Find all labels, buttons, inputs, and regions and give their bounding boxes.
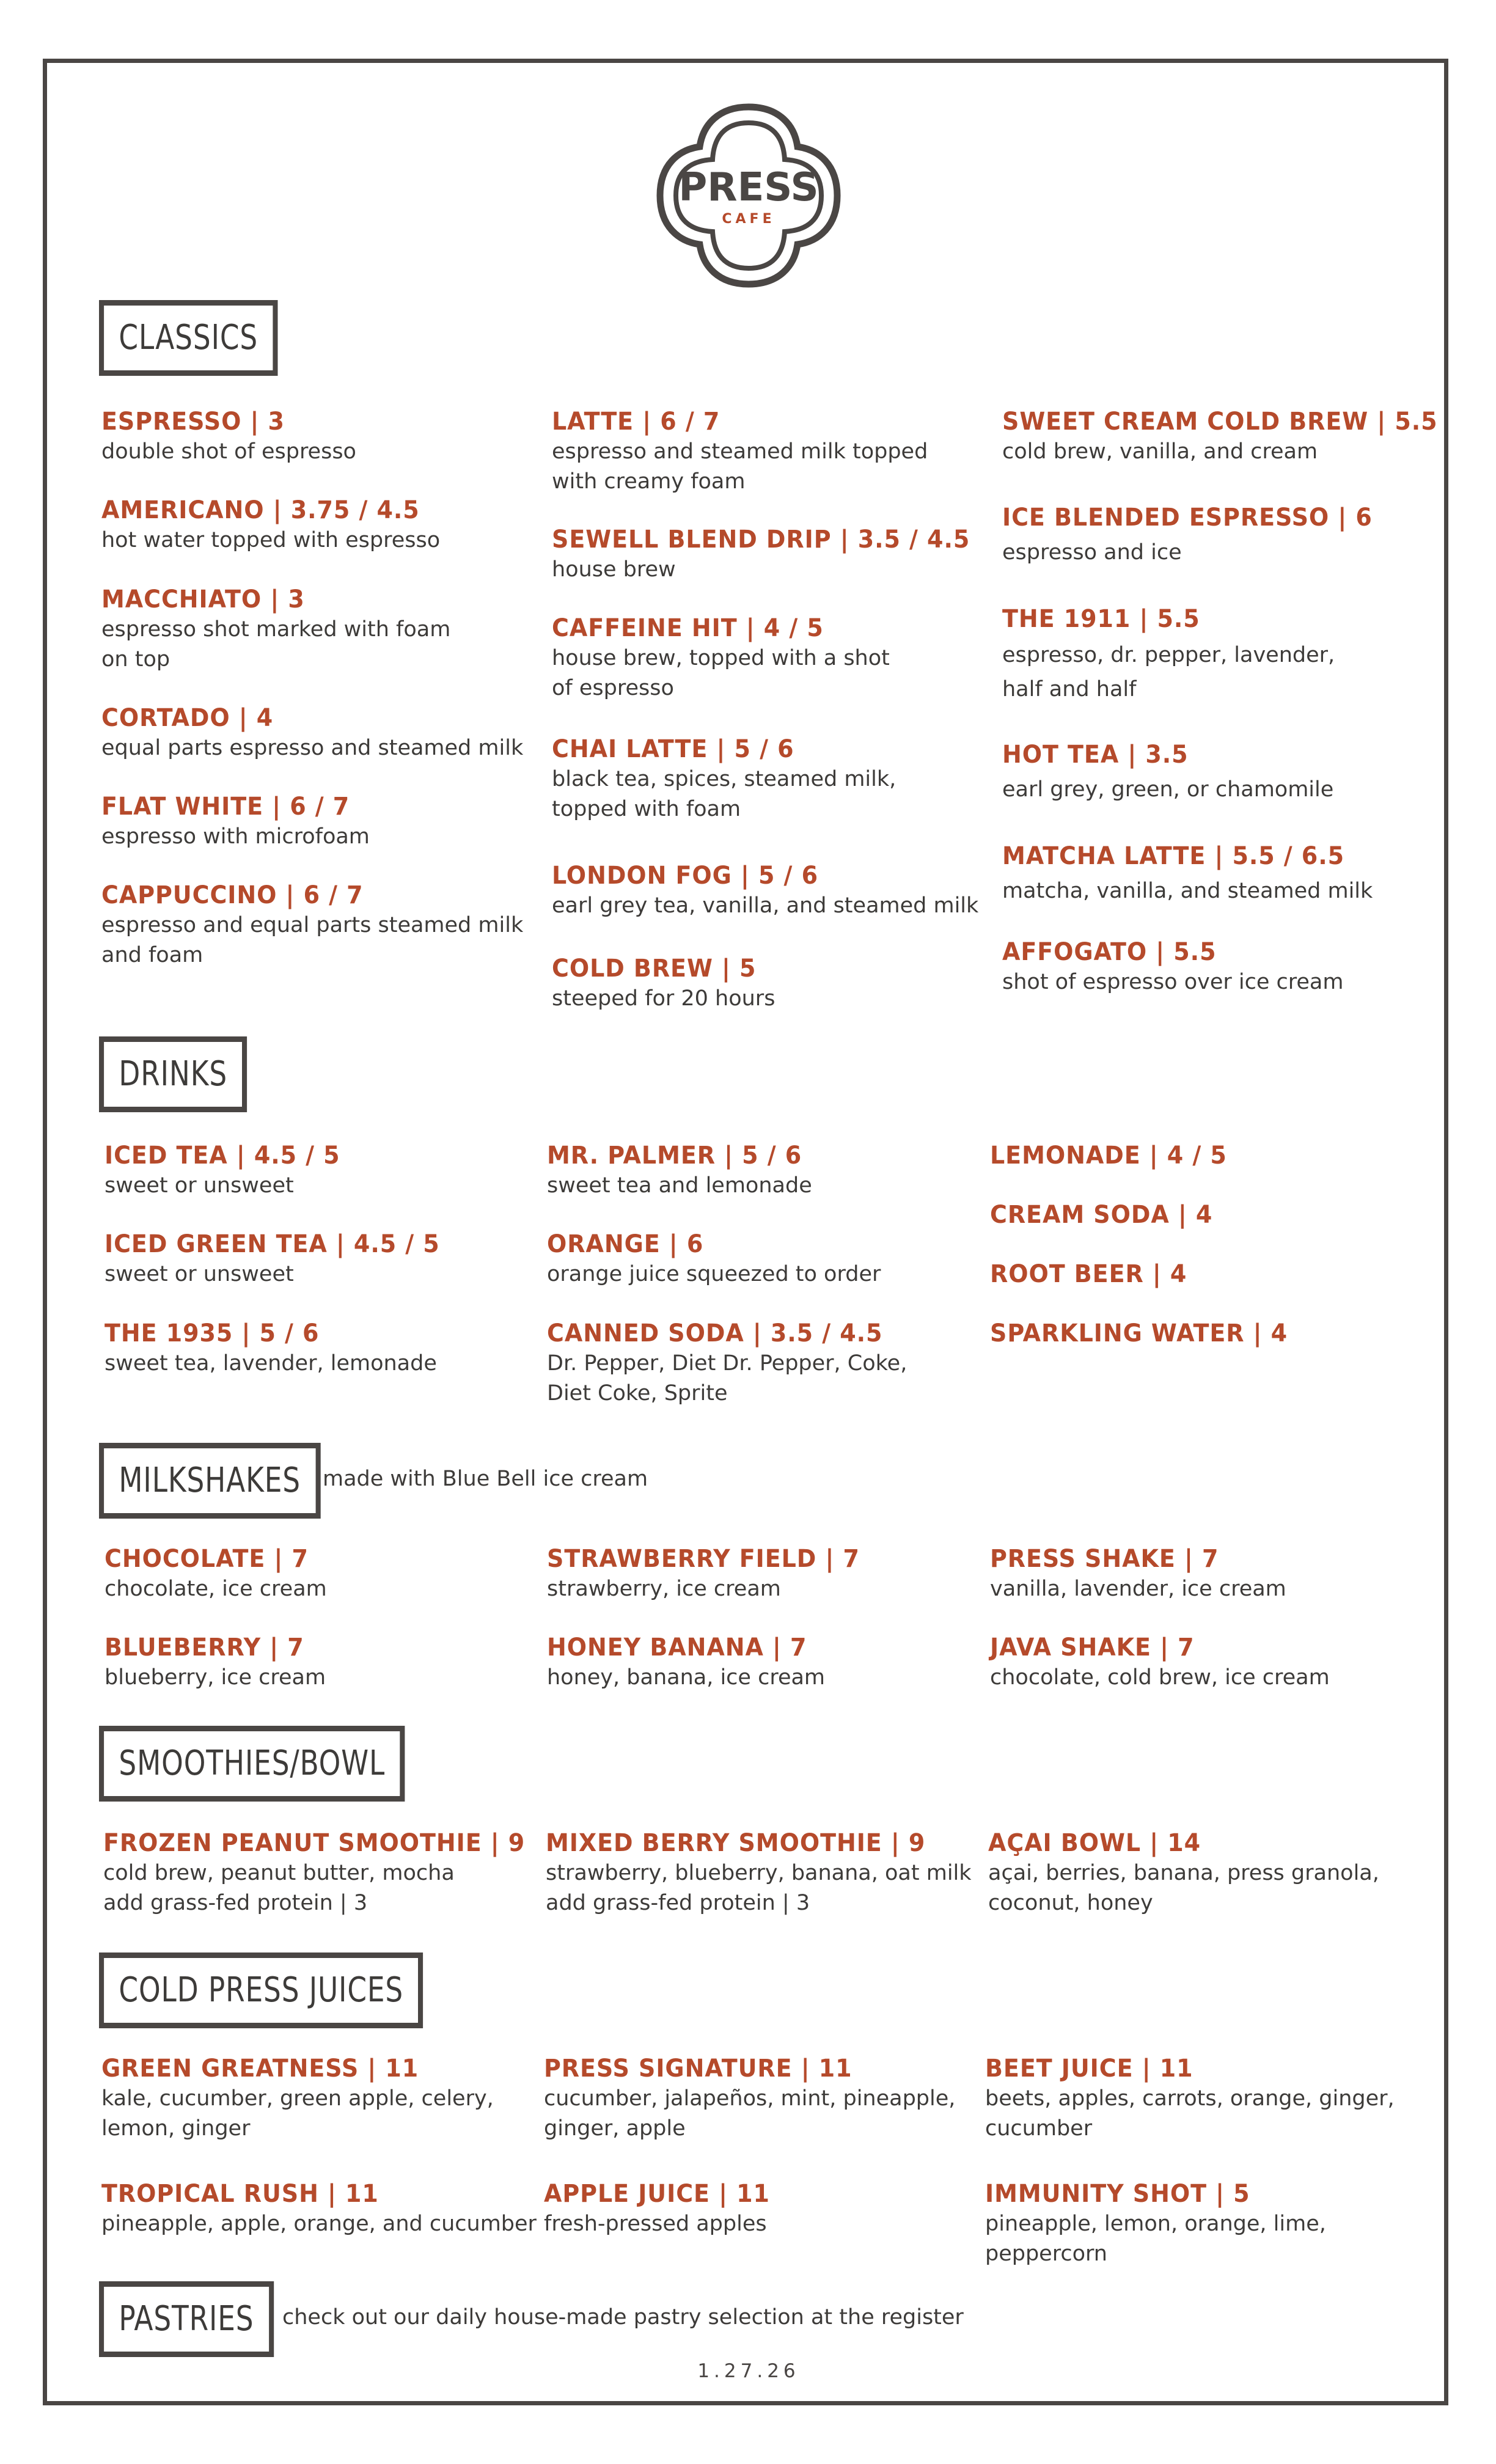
menu-item <box>552 860 978 921</box>
item-title: PRESS SIGNATURE | 11 <box>544 2055 853 2083</box>
menu-item <box>990 1632 1330 1693</box>
item-title: HOT TEA | 3.5 <box>1002 741 1189 769</box>
menu-item <box>103 1828 548 1918</box>
menu-item <box>990 1544 1286 1604</box>
menu-item <box>1002 937 1343 997</box>
menu-item <box>547 1318 907 1409</box>
item-title: GREEN GREATNESS | 11 <box>101 2055 419 2083</box>
item-title: AÇAI BOWL | 14 <box>988 1829 1201 1857</box>
menu-item <box>547 1632 825 1693</box>
section-header-pastries: PASTRIES <box>99 2281 274 2357</box>
menu-item <box>1002 406 1461 467</box>
item-desc: cucumber, jalapeños, mint, pineapple, ginger, apple <box>544 2086 956 2141</box>
item-title: ICED TEA | 4.5 / 5 <box>105 1142 340 1170</box>
menu-item <box>101 2179 537 2239</box>
menu-item <box>552 406 928 497</box>
item-desc: earl grey tea, vanilla, and steamed milk <box>552 893 979 918</box>
item-title: ICE BLENDED ESPRESSO | 6 <box>1002 504 1373 532</box>
menu-item <box>101 880 523 970</box>
menu-item <box>552 613 890 703</box>
item-desc: house brew, topped with a shot of espresso <box>552 646 890 700</box>
menu-item <box>101 495 440 556</box>
menu-item <box>101 2053 494 2144</box>
item-desc: cold brew, vanilla, and cream <box>1002 439 1318 464</box>
item-desc: chocolate, cold brew, ice cream <box>990 1665 1330 1690</box>
section-header-classics: CLASSICS <box>99 300 278 376</box>
item-title: FLAT WHITE | 6 / 7 <box>101 793 350 821</box>
item-desc: orange juice squeezed to order <box>547 1262 881 1286</box>
menu-item <box>990 1259 1197 1289</box>
item-desc: pineapple, lemon, orange, lime, peppercorn <box>985 2212 1326 2266</box>
menu-item <box>1002 739 1333 805</box>
item-title: CANNED SODA | 3.5 / 4.5 <box>547 1319 883 1348</box>
menu-item <box>988 1828 1379 1918</box>
menu-item <box>990 1140 1239 1171</box>
menu-item <box>105 1632 326 1693</box>
item-desc: beets, apples, carrots, orange, ginger, cucumber <box>985 2086 1395 2141</box>
item-desc: honey, banana, ice cream <box>547 1665 826 1690</box>
item-title: THE 1911 | 5.5 <box>1002 605 1200 633</box>
item-title: LATTE | 6 / 7 <box>552 408 721 436</box>
item-title: CHOCOLATE | 7 <box>105 1545 309 1573</box>
menu-item <box>990 1200 1224 1230</box>
item-desc: Dr. Pepper, Diet Dr. Pepper, Coke, Diet Coke, Sprite <box>547 1351 908 1406</box>
pastries-note: check out our daily house-made pastry selection at the register <box>282 2305 964 2330</box>
item-title: SPARKLING WATER | 4 <box>990 1319 1288 1348</box>
item-desc: vanilla, lavender, ice cream <box>990 1577 1286 1601</box>
menu-item <box>105 1318 437 1379</box>
item-desc: sweet tea and lemonade <box>547 1173 812 1198</box>
menu-item <box>101 584 450 675</box>
milkshakes-note: made with Blue Bell ice cream <box>323 1467 648 1491</box>
item-desc: strawberry, ice cream <box>547 1577 781 1601</box>
item-title: MATCHA LATTE | 5.5 / 6.5 <box>1002 842 1344 870</box>
item-desc: espresso with microfoam <box>101 824 370 849</box>
item-desc: açai, berries, banana, press granola, coconut, honey <box>988 1861 1379 1915</box>
menu-item <box>101 406 356 467</box>
item-desc: espresso and ice <box>1002 540 1182 565</box>
section-header-juices: COLD PRESS JUICES <box>99 1953 424 2028</box>
menu-item <box>544 2053 955 2144</box>
item-title: ORANGE | 6 <box>547 1230 704 1258</box>
item-title: CORTADO | 4 <box>101 704 274 732</box>
section-header-drinks: DRINKS <box>99 1036 247 1112</box>
item-desc: espresso and equal parts steamed milk and foam <box>101 913 524 967</box>
item-title: HONEY BANANA | 7 <box>547 1634 807 1662</box>
menu-item <box>105 1544 327 1604</box>
menu-item <box>552 524 992 585</box>
menu-item <box>552 953 775 1014</box>
menu-item <box>552 734 896 824</box>
menu-item <box>1002 604 1335 706</box>
item-desc: hot water topped with espresso <box>101 528 441 552</box>
menu-item <box>1002 841 1373 906</box>
item-desc: matcha, vanilla, and steamed milk <box>1002 879 1373 903</box>
logo-sub: CAFE <box>722 211 776 227</box>
item-desc: chocolate, ice cream <box>105 1577 327 1601</box>
menu-item <box>101 703 523 763</box>
item-title: PRESS SHAKE | 7 <box>990 1545 1219 1573</box>
item-title: APPLE JUICE | 11 <box>544 2180 770 2208</box>
menu-item <box>544 2179 782 2239</box>
menu-date: 1.27.26 <box>697 2360 800 2382</box>
menu-item <box>1002 502 1392 568</box>
item-title: MACCHIATO | 3 <box>101 585 305 614</box>
item-title: SEWELL BLEND DRIP | 3.5 / 4.5 <box>552 526 970 554</box>
item-desc: espresso shot marked with foam on top <box>101 617 451 672</box>
item-title: AFFOGATO | 5.5 <box>1002 938 1217 966</box>
menu-item <box>105 1140 353 1201</box>
item-desc: steeped for 20 hours <box>552 986 776 1011</box>
press-cafe-logo <box>654 101 843 290</box>
item-title: CREAM SODA | 4 <box>990 1201 1213 1229</box>
item-desc: black tea, spices, steamed milk, topped with foam <box>552 767 897 821</box>
menu-item <box>985 2179 1437 2269</box>
item-title: THE 1935 | 5 / 6 <box>105 1319 320 1348</box>
item-desc: strawberry, blueberry, banana, oat milk add grass-fed protein | 3 <box>546 1861 972 1915</box>
item-desc: pineapple, apple, orange, and cucumber <box>101 2212 537 2236</box>
item-desc: house brew <box>552 557 676 582</box>
item-title: COLD BREW | 5 <box>552 955 757 983</box>
item-title: JAVA SHAKE | 7 <box>990 1634 1195 1662</box>
item-desc: blueberry, ice cream <box>105 1665 326 1690</box>
item-title: ESPRESSO | 3 <box>101 408 285 436</box>
menu-item <box>547 1229 881 1289</box>
item-desc: fresh-pressed apples <box>544 2212 767 2236</box>
menu-item <box>547 1140 815 1201</box>
logo-word: PRESS <box>678 165 819 210</box>
menu-item <box>985 2053 1395 2144</box>
menu-item <box>546 1828 972 1918</box>
item-title: MIXED BERRY SMOOTHIE | 9 <box>546 1829 926 1857</box>
item-title: LONDON FOG | 5 / 6 <box>552 862 818 890</box>
item-title: ROOT BEER | 4 <box>990 1260 1187 1288</box>
item-desc: earl grey, green, or chamomile <box>1002 777 1334 802</box>
menu-item <box>547 1544 876 1604</box>
item-desc: sweet or unsweet <box>105 1262 294 1286</box>
item-title: TROPICAL RUSH | 11 <box>101 2180 379 2208</box>
item-title: CHAI LATTE | 5 / 6 <box>552 735 794 763</box>
item-title: FROZEN PEANUT SMOOTHIE | 9 <box>103 1829 526 1857</box>
item-title: LEMONADE | 4 / 5 <box>990 1142 1227 1170</box>
item-desc: espresso and steamed milk topped with creamy foam <box>552 439 928 494</box>
item-desc: equal parts espresso and steamed milk <box>101 736 524 760</box>
item-desc: double shot of espresso <box>101 439 356 464</box>
menu-item <box>105 1229 458 1289</box>
item-title: ICED GREEN TEA | 4.5 / 5 <box>105 1230 440 1258</box>
item-title: STRAWBERRY FIELD | 7 <box>547 1545 860 1573</box>
section-header-smoothies: SMOOTHIES/BOWL <box>99 1726 405 1802</box>
item-title: CAFFEINE HIT | 4 / 5 <box>552 614 824 642</box>
menu-item <box>990 1318 1304 1349</box>
item-desc: cold brew, peanut butter, mocha add grass-fed protein | 3 <box>103 1861 455 1915</box>
item-title: BEET JUICE | 11 <box>985 2055 1194 2083</box>
item-title: IMMUNITY SHOT | 5 <box>985 2180 1250 2208</box>
item-desc: shot of espresso over ice cream <box>1002 970 1344 994</box>
item-desc: kale, cucumber, green apple, celery, lemon, ginger <box>101 2086 494 2141</box>
item-desc: espresso, dr. pepper, lavender, half and half <box>1002 643 1335 702</box>
item-title: CAPPUCCINO | 6 / 7 <box>101 881 364 909</box>
section-header-milkshakes: MILKSHAKES <box>99 1443 320 1519</box>
item-title: BLUEBERRY | 7 <box>105 1634 304 1662</box>
item-title: MR. PALMER | 5 / 6 <box>547 1142 802 1170</box>
item-desc: sweet or unsweet <box>105 1173 294 1198</box>
item-title: SWEET CREAM COLD BREW | 5.5 <box>1002 408 1438 436</box>
item-title: AMERICANO | 3.75 / 4.5 <box>101 496 420 524</box>
menu-item <box>101 791 370 852</box>
item-desc: sweet tea, lavender, lemonade <box>105 1351 437 1376</box>
